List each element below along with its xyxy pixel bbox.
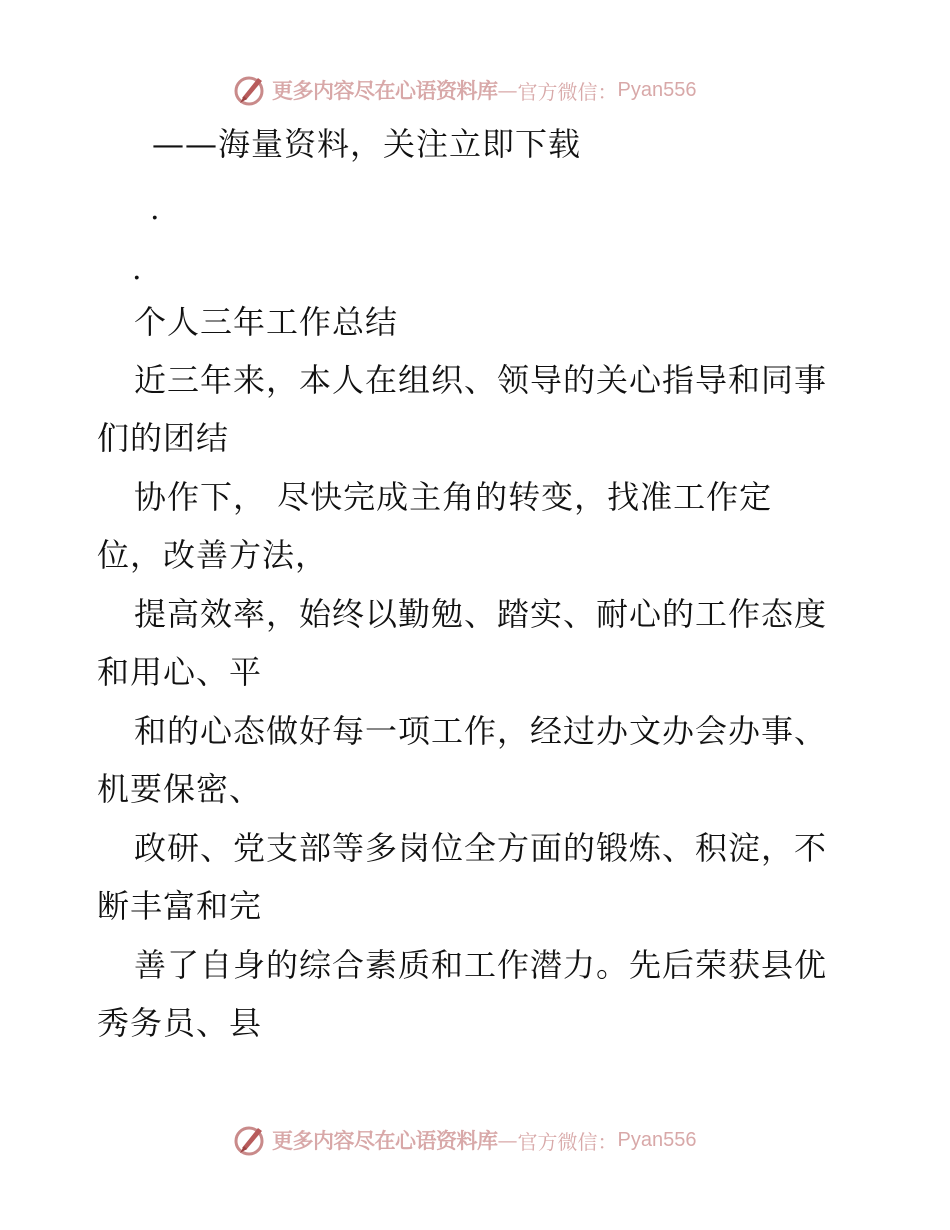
dot-marker: . xyxy=(150,192,160,227)
banner-wechat-handle: Pyan556 xyxy=(617,1128,697,1151)
paragraph-line: 提高效率，始终以勤勉、踏实、耐心的工作态度 xyxy=(134,595,828,633)
footer-banner xyxy=(232,1120,696,1160)
document-heading: 个人三年工作总结 xyxy=(134,303,399,341)
subtitle: ——海量资料，关注立即下载 xyxy=(152,125,582,163)
quill-pen-logo-icon xyxy=(232,1122,268,1158)
banner-title: 更多内容尽在心语资料库 xyxy=(272,1128,498,1153)
banner-separator: — xyxy=(497,1128,518,1152)
banner-wechat-label: 官方微信： xyxy=(517,1129,618,1154)
paragraph-line: 和用心、平 xyxy=(97,653,263,691)
banner-separator: — xyxy=(497,78,518,102)
paragraph-line: 秀务员、县 xyxy=(97,1004,263,1042)
banner-wechat-label: 官方微信： xyxy=(517,79,618,104)
dot-marker: . xyxy=(132,252,142,287)
paragraph-line: 断丰富和完 xyxy=(97,887,263,925)
paragraph-line: 机要保密、 xyxy=(97,770,263,808)
paragraph-line: 和的心态做好每一项工作，经过办文办会办事、 xyxy=(134,712,828,750)
quill-pen-logo-icon xyxy=(232,72,268,108)
paragraph-line: 善了自身的综合素质和工作潜力。先后荣获县优 xyxy=(134,946,828,984)
paragraph-line: 们的团结 xyxy=(97,419,230,457)
paragraph-line: 协作下， 尽快完成主角的转变，找准工作定 xyxy=(134,478,773,516)
paragraph-line: 位，改善方法， xyxy=(97,536,329,574)
banner-title: 更多内容尽在心语资料库 xyxy=(272,78,498,103)
paragraph-line: 近三年来，本人在组织、领导的关心指导和同事 xyxy=(134,361,828,399)
paragraph-line: 政研、党支部等多岗位全方面的锻炼、积淀，不 xyxy=(134,829,828,867)
banner-wechat-handle: Pyan556 xyxy=(617,78,697,101)
header-banner xyxy=(232,70,696,110)
